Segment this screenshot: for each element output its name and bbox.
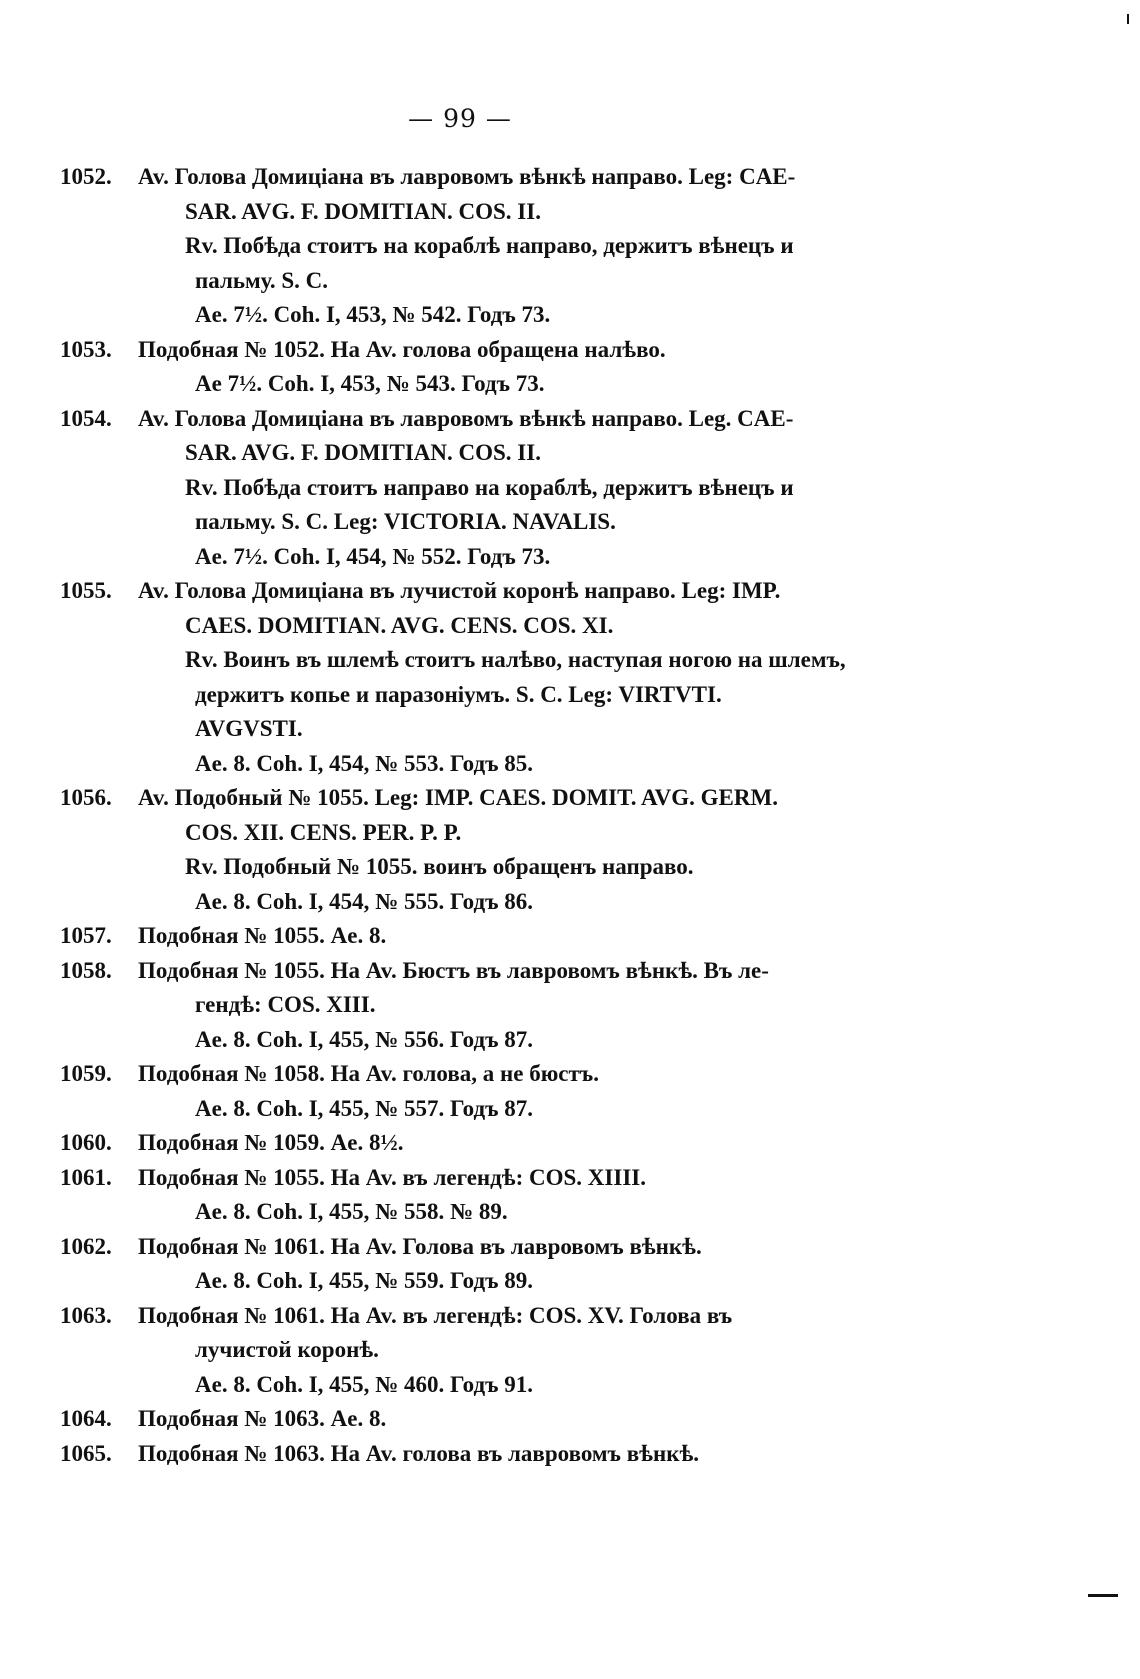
entry-line: держитъ копье и паразоніумъ. S. C. Leg: VIRTVTI. [195,681,722,707]
entry-number: 1061. [60,1164,112,1190]
catalogue-entry [60,160,880,333]
entry-line: гендѣ: COS. XIII. [195,992,376,1017]
entry-line: Rv. Воинъ въ шлемѣ стоитъ налѣво, наступая ногою на шлемъ, [185,647,846,672]
scan-mark [1127,14,1129,24]
entry-line: Ae. 8. Coh. I, 455, № 556. Годъ 87. [195,1026,534,1052]
entry-line: Rv. Побѣда стоитъ направо на кораблѣ, держитъ вѣнецъ и [185,474,794,500]
entry-line: Подобная № 1055. На Av. Бюстъ въ лавровомъ вѣнкѣ. Въ ле- [138,957,769,983]
entry-number: 1060. [60,1130,112,1155]
entry-line: Av. Голова Домиціана въ лавровомъ вѣнкѣ направо. Leg. CAE- [138,405,794,431]
entry-number: 1059. [60,1061,112,1086]
catalogue-entry [60,1126,880,1161]
entry-line: Подобная № 1058. На Av. голова, а не бюстъ. [138,1061,599,1086]
catalogue-entry [60,1437,880,1472]
entry-line: Ae. 8. Coh. I, 455, № 460. Годъ 91. [195,1371,534,1397]
entry-line: Ae. 8. Coh. I, 454, № 553. Годъ 85. [195,750,534,776]
entry-line: Ae. 8. Coh. I, 455, № 559. Годъ 89. [195,1268,534,1293]
entry-line: пальму. S. C. [195,267,329,293]
entry-line: Подобная № 1055. Ae. 8. [138,923,387,948]
entry-line: COS. XII. CENS. PER. P. P. [185,819,462,845]
entry-line: Ae. 7½. Coh. I, 454, № 552. Годъ 73. [195,543,551,569]
entry-line: Ae. 8. Coh. I, 454, № 555. Годъ 86. [195,888,534,914]
entry-line: Ae. 8. Coh. I, 455, № 557. Годъ 87. [195,1095,534,1121]
entry-number: 1065. [60,1440,112,1466]
entry-line: Av. Голова Домиціана въ лавровомъ вѣнкѣ направо. Leg: CAE- [138,164,796,189]
entry-line: CAES. DOMITIAN. AVG. CENS. COS. XI. [185,612,614,638]
entry-line: Rv. Подобный № 1055. воинъ обращенъ направо. [185,854,694,879]
entry-line: Подобная № 1061. На Av. въ легендѣ: COS. XV. Голова въ [138,1302,733,1328]
catalogue-entry [60,954,880,1058]
entry-line: SAR. AVG. F. DOMITIAN. COS. II. [185,440,541,465]
catalogue-entry [60,574,880,781]
entry-number: 1057. [60,923,112,948]
entry-number: 1063. [60,1302,112,1328]
entry-number: 1054. [60,405,112,431]
catalogue-entry [60,1230,880,1299]
entry-line: Подобная № 1052. На Av. голова обращена налѣво. [138,336,666,362]
entry-line: AVGVSTI. [195,716,303,741]
catalogue-entry [60,1402,880,1437]
margin-dash [1088,1594,1118,1597]
entry-line: SAR. AVG. F. DOMITIAN. COS. II. [185,198,541,224]
entry-line: Подобная № 1063. Ae. 8. [138,1406,387,1431]
entry-number: 1058. [60,957,112,983]
entry-line: Подобная № 1061. На Av. Голова въ лавровомъ вѣнкѣ. [138,1233,702,1259]
entry-line: Подобная № 1063. На Av. голова въ лавровомъ вѣнкѣ. [138,1440,699,1466]
entry-line: Ae. 7½. Coh. I, 453, № 542. Годъ 73. [195,302,551,327]
catalogue-entry [60,333,880,402]
page-number: — 99 — [408,104,512,133]
catalogue-entry [60,919,880,954]
entry-number: 1055. [60,578,112,603]
entry-line: Подобная № 1055. На Av. въ легендѣ: COS. XIIII. [138,1164,646,1190]
entry-line: лучистой коронѣ. [195,1337,379,1362]
entry-line: Ae 7½. Coh. I, 453, № 543. Годъ 73. [195,371,545,396]
entry-number: 1053. [60,336,112,362]
entry-line: пальму. S. C. Leg: VICTORIA. NAVALIS. [195,509,616,534]
catalogue-entry [60,1057,880,1126]
entry-number: 1056. [60,785,112,810]
catalogue-entry [60,781,880,919]
entry-number: 1052. [60,164,112,189]
entry-number: 1064. [60,1406,112,1431]
catalogue-entries [60,160,880,1471]
entry-line: Подобная № 1059. Ae. 8½. [138,1130,404,1155]
entry-number: 1062. [60,1233,112,1259]
entry-line: Ae. 8. Coh. I, 455, № 558. № 89. [195,1199,508,1224]
catalogue-entry [60,402,880,575]
entry-line: Av. Голова Домиціана въ лучистой коронѣ направо. Leg: IMP. [138,578,781,603]
catalogue-entry [60,1161,880,1230]
entry-line: Rv. Побѣда стоитъ на кораблѣ направо, держитъ вѣнецъ и [185,233,794,258]
entry-line: Av. Подобный № 1055. Leg: IMP. CAES. DOMIT. AVG. GERM. [138,785,778,810]
catalogue-entry [60,1299,880,1403]
